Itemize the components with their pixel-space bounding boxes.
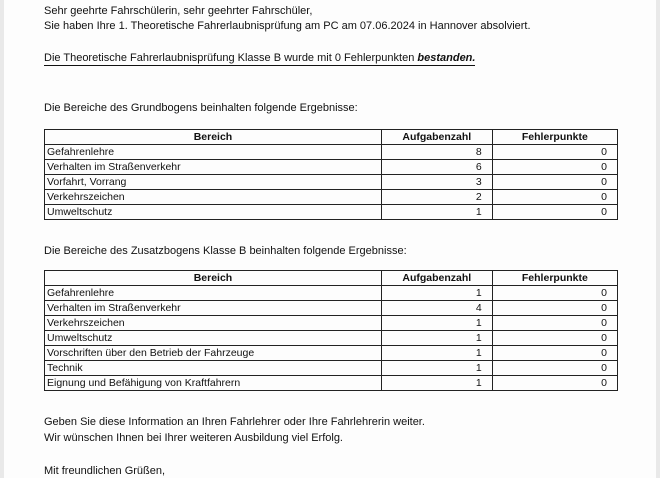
zusatzbogen-heading: Die Bereiche des Zusatzbogens Klasse B beinhalten folgende Ergebnisse: — [44, 245, 407, 257]
table-row — [45, 205, 618, 220]
cell-bereich: Umweltschutz — [45, 331, 382, 346]
cell-bereich: Verkehrszeichen — [45, 316, 382, 331]
cell-aufgabenzahl: 1 — [381, 205, 492, 220]
cell-bereich: Verkehrszeichen — [45, 190, 382, 205]
cell-aufgabenzahl: 2 — [381, 190, 492, 205]
cell-bereich: Umweltschutz — [45, 205, 382, 220]
letter-page — [4, 0, 656, 478]
cell-bereich: Technik — [45, 361, 382, 376]
column-header-fehlerpunkte: Fehlerpunkte — [492, 271, 617, 286]
cell-bereich: Gefahrenlehre — [45, 145, 382, 160]
cell-aufgabenzahl: 4 — [381, 301, 492, 316]
column-header-aufgabenzahl: Aufgabenzahl — [381, 271, 492, 286]
closing-line-1: Geben Sie diese Information an Ihren Fahrlehrer oder Ihre Fahrlehrerin weiter. — [44, 416, 425, 428]
cell-aufgabenzahl: 1 — [381, 376, 492, 391]
cell-fehlerpunkte: 0 — [492, 286, 617, 301]
cell-aufgabenzahl: 8 — [381, 145, 492, 160]
table-row — [45, 145, 618, 160]
cell-fehlerpunkte: 0 — [492, 301, 617, 316]
cell-aufgabenzahl: 1 — [381, 316, 492, 331]
greeting: Sehr geehrte Fahrschülerin, sehr geehrter Fahrschüler, — [44, 5, 313, 17]
table-header-row — [45, 130, 618, 145]
cell-fehlerpunkte: 0 — [492, 361, 617, 376]
cell-bereich: Vorschriften über den Betrieb der Fahrzeuge — [45, 346, 382, 361]
cell-aufgabenzahl: 1 — [381, 361, 492, 376]
cell-bereich: Verhalten im Straßenverkehr — [45, 301, 382, 316]
column-header-fehlerpunkte: Fehlerpunkte — [492, 130, 617, 145]
signoff: Mit freundlichen Grüßen, — [44, 465, 166, 477]
cell-fehlerpunkte: 0 — [492, 331, 617, 346]
cell-aufgabenzahl: 1 — [381, 286, 492, 301]
table-row — [45, 286, 618, 301]
table-row — [45, 376, 618, 391]
cell-fehlerpunkte: 0 — [492, 376, 617, 391]
cell-bereich: Vorfahrt, Vorrang — [45, 175, 382, 190]
cell-aufgabenzahl: 6 — [381, 160, 492, 175]
cell-aufgabenzahl: 1 — [381, 331, 492, 346]
cell-fehlerpunkte: 0 — [492, 145, 617, 160]
intro-text: Sie haben Ihre 1. Theoretische Fahrerlaubnisprüfung am PC am 07.06.2024 in Hannover absolviert. — [44, 20, 531, 32]
column-header-aufgabenzahl: Aufgabenzahl — [381, 130, 492, 145]
table-row — [45, 301, 618, 316]
cell-fehlerpunkte: 0 — [492, 175, 617, 190]
result-text: Die Theoretische Fahrerlaubnisprüfung Klasse B wurde mit 0 Fehlerpunkten — [44, 52, 418, 64]
column-header-bereich: Bereich — [45, 271, 382, 286]
cell-bereich: Eignung und Befähigung von Kraftfahrern — [45, 376, 382, 391]
zusatzbogen-table — [44, 270, 618, 391]
result-word: bestanden. — [417, 52, 476, 64]
table-row — [45, 160, 618, 175]
cell-fehlerpunkte: 0 — [492, 160, 617, 175]
table-row — [45, 346, 618, 361]
cell-aufgabenzahl: 3 — [381, 175, 492, 190]
closing-line-2: Wir wünschen Ihnen bei Ihrer weiteren Ausbildung viel Erfolg. — [44, 432, 343, 444]
table-row — [45, 175, 618, 190]
cell-fehlerpunkte: 0 — [492, 316, 617, 331]
cell-bereich: Verhalten im Straßenverkehr — [45, 160, 382, 175]
grundbogen-rows — [45, 145, 618, 220]
result-statement — [44, 52, 475, 65]
result-underline — [44, 52, 475, 66]
cell-bereich: Gefahrenlehre — [45, 286, 382, 301]
grundbogen-heading: Die Bereiche des Grundbogens beinhalten folgende Ergebnisse: — [44, 102, 358, 114]
table-row — [45, 361, 618, 376]
cell-fehlerpunkte: 0 — [492, 205, 617, 220]
table-row — [45, 316, 618, 331]
cell-fehlerpunkte: 0 — [492, 346, 617, 361]
zusatzbogen-rows — [45, 286, 618, 391]
grundbogen-table — [44, 129, 618, 220]
column-header-bereich: Bereich — [45, 130, 382, 145]
table-header-row — [45, 271, 618, 286]
table-row — [45, 331, 618, 346]
table-row — [45, 190, 618, 205]
cell-aufgabenzahl: 1 — [381, 346, 492, 361]
cell-fehlerpunkte: 0 — [492, 190, 617, 205]
